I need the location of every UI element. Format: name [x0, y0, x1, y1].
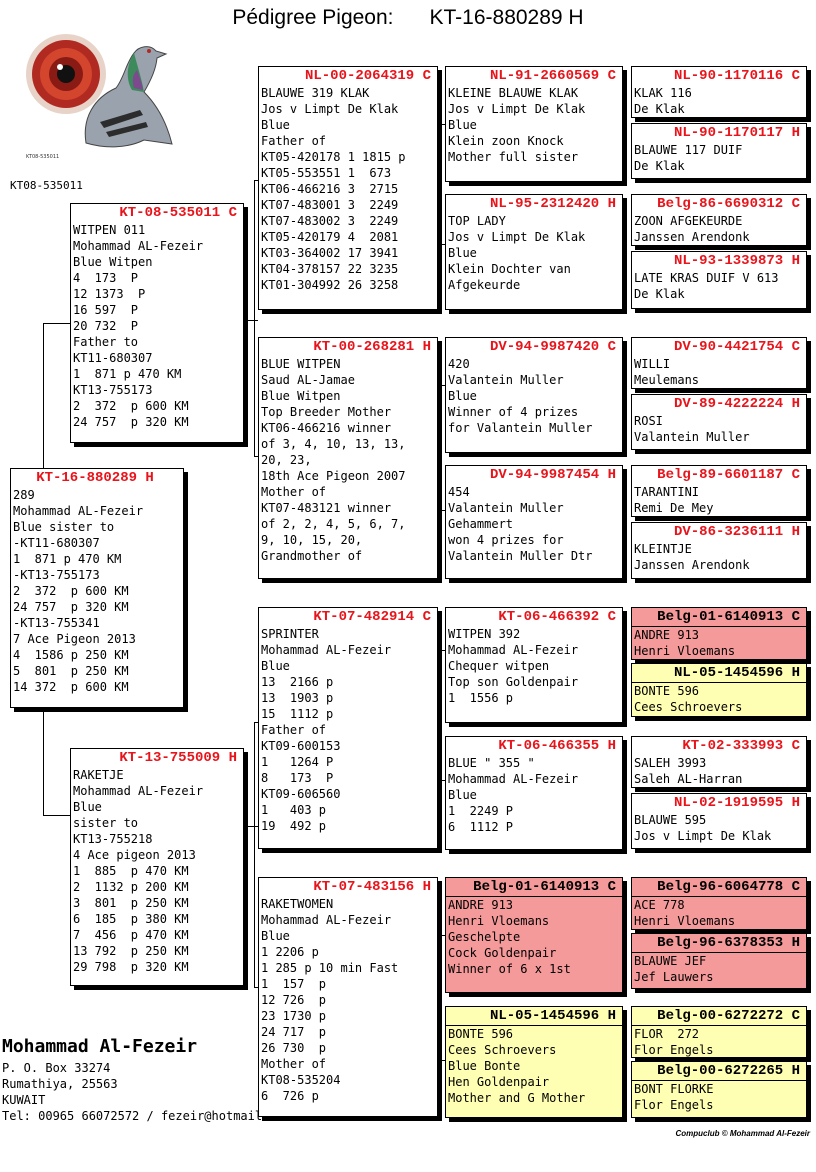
ring-number: KT-07-482914 C: [313, 609, 431, 625]
ring-number: DV-94-9987454 H: [489, 467, 616, 483]
ring-number: NL-93-1339873 H: [673, 253, 800, 269]
pedigree-card-ds-sire[interactable]: [445, 607, 623, 723]
bird-details: BLUE " 355 " Mohammad AL-Fezeir Blue 1 2249 P 6 1112 P: [448, 756, 579, 834]
bird-details: BLAUWE 595 Jos v Limpt De Klak: [634, 813, 772, 843]
bird-details: BONT FLORKE Flor Engels: [634, 1082, 714, 1112]
bird-details: BONTE 596 Cees Schroevers: [634, 684, 743, 714]
bird-details: BLAUWE JEF Jef Lauwers: [634, 954, 714, 984]
ring-number: KT-07-483156 H: [313, 879, 431, 895]
pedigree-card-sire-sire[interactable]: [258, 66, 438, 310]
ring-number: Belg-96-6378353 H: [632, 934, 806, 953]
ring-number: NL-00-2064319 C: [304, 68, 431, 84]
bird-details: LATE KRAS DUIF V 613 De Klak: [634, 271, 779, 301]
pedigree-card-dam-dam[interactable]: [258, 877, 438, 1117]
pedigree-card-g4-1[interactable]: [631, 66, 807, 118]
owner-city: Rumathiya, 25563: [2, 1077, 118, 1091]
bird-details: BLUE WITPEN Saud AL-Jamae Blue Witpen Top Breeder Mother KT06-466216 winner of 3, 4, 10, 13, 13, 20, 23, 18th Ace Pigeon 2007 Mother of KT07-483121 winner of 2, 2, 4, 5, 6, 7, 9, 10, 15, 20, Grandmother of: [261, 357, 406, 563]
ring-number: KT-06-466392 C: [498, 609, 616, 625]
ring-number: KT-13-755009 H: [119, 750, 237, 766]
ring-number: NL-91-2660569 C: [489, 68, 616, 84]
pedigree-card-g4-13[interactable]: [631, 877, 807, 930]
title-ring-number: KT-16-880289 H: [429, 6, 584, 29]
bird-details: KLEINTJE Janssen Arendonk: [634, 542, 750, 572]
ring-number: KT-16-880289 H: [36, 470, 154, 486]
bird-details: ROSI Valantein Muller: [634, 414, 750, 444]
owner-contact: Tel: 00965 66072572 / fezeir@hotmail.: [2, 1109, 270, 1123]
bird-details: TARANTINI Remi De Mey: [634, 485, 714, 515]
pedigree-card-g4-12[interactable]: [631, 793, 807, 849]
copyright-credit: Compuclub © Mohammad Al-Fezeir: [675, 1129, 810, 1138]
pedigree-card-ss-dam[interactable]: [445, 194, 623, 310]
photo-caption: KT08-535011: [10, 179, 83, 192]
owner-po-box: P. O. Box 33274: [2, 1061, 111, 1075]
ring-number: NL-90-1170116 C: [673, 68, 800, 84]
bird-details: 289 Mohammad AL-Fezeir Blue sister to -KT11-680307 1 871 p 470 KM -KT13-755173 2 372 p 600 KM 24 757 p 320 KM -KT13-755341 7 Ace Pigeon 2013 4 1586 p 250 KM 5 801 p 250 KM 14 372 p 600 KM: [13, 488, 144, 694]
bird-details: KLAK 116 De Klak: [634, 86, 692, 116]
pedigree-card-g4-6[interactable]: [631, 394, 807, 450]
pedigree-card-g4-3[interactable]: [631, 194, 807, 246]
pedigree-card-dam-sire[interactable]: [258, 607, 438, 849]
ring-number: DV-86-3236111 H: [673, 524, 800, 540]
pedigree-card-g4-14[interactable]: [631, 933, 807, 989]
ring-number: Belg-00-6272265 H: [632, 1062, 806, 1081]
ring-number: KT-00-268281 H: [313, 339, 431, 355]
ring-number: NL-90-1170117 H: [673, 125, 800, 141]
bird-details: BONTE 596 Cees Schroevers Blue Bonte Hen Goldenpair Mother and G Mother: [448, 1027, 586, 1105]
bird-details: ACE 778 Henri Vloemans: [634, 898, 736, 928]
pedigree-card-g4-5[interactable]: [631, 337, 807, 389]
owner-country: KUWAIT: [2, 1093, 46, 1107]
pedigree-card-ss-sire[interactable]: [445, 66, 623, 182]
pedigree-card-g4-15[interactable]: [631, 1006, 807, 1058]
ring-number: Belg-86-6690312 C: [657, 196, 800, 212]
photo-small-text: KT08-535011: [26, 154, 60, 160]
pedigree-card-sire[interactable]: [70, 203, 244, 443]
pedigree-card-g4-10[interactable]: [631, 663, 807, 717]
bird-details: SPRINTER Mohammad AL-Fezeir Blue 13 2166 p 13 1903 p 15 1112 p Father of KT09-600153 1 1264 P 8 173 P KT09-606560 1 403 p 19 492 p: [261, 627, 392, 833]
eye-icon: [26, 34, 106, 114]
bird-details: TOP LADY Jos v Limpt De Klak Blue Klein Dochter van Afgekeurde: [448, 214, 586, 292]
bird-details: RAKETWOMEN Mohammad AL-Fezeir Blue 1 2206 p 1 285 p 10 min Fast 1 157 p 12 726 p 23 1730 p 24 717 p 26 730 p Mother of KT08-535204 6 726 p: [261, 897, 399, 1103]
bird-details: KLEINE BLAUWE KLAK Jos v Limpt De Klak Blue Klein zoon Knock Mother full sister: [448, 86, 586, 164]
bird-details: 420 Valantein Muller Blue Winner of 4 prizes for Valantein Muller: [448, 357, 593, 435]
ring-number: DV-90-4421754 C: [673, 339, 800, 355]
ring-number: Belg-01-6140913 C: [632, 608, 806, 627]
ring-number: KT-06-466355 H: [498, 738, 616, 754]
bird-details: WITPEN 392 Mohammad AL-Fezeir Chequer witpen Top son Goldenpair 1 1556 p: [448, 627, 579, 705]
bird-details: SALEH 3993 Saleh AL-Harran: [634, 756, 743, 786]
pedigree-card-dd-dam[interactable]: [445, 1006, 623, 1118]
owner-name: Mohammad Al-Fezeir: [2, 1036, 198, 1057]
ring-number: Belg-89-6601187 C: [657, 467, 800, 483]
bird-details: BLAUWE 319 KLAK Jos v Limpt De Klak Blue Father of KT05-420178 1 1815 p KT05-553551 1 673 KT06-466216 3 2715 KT07-483001 3 2249 KT07-483002 3 2249 KT05-420179 4 2081 KT03-364002 17 3941 KT04-378157 22 3235 KT01-304992 26 3258: [261, 86, 406, 292]
bird-details: WILLI Meulemans: [634, 357, 700, 387]
pedigree-card-sd-sire[interactable]: [445, 337, 623, 453]
pedigree-card-dam[interactable]: [70, 748, 244, 986]
pedigree-card-g4-16[interactable]: [631, 1061, 807, 1118]
ring-number: Belg-96-6064778 C: [632, 878, 806, 897]
pedigree-card-g4-4[interactable]: [631, 251, 807, 309]
ring-number: Belg-00-6272272 C: [632, 1007, 806, 1026]
pigeon-photo: [16, 18, 174, 168]
title-label: Pédigree Pigeon:: [232, 6, 394, 29]
pedigree-card-g4-8[interactable]: [631, 522, 807, 579]
ring-number: NL-05-1454596 H: [632, 664, 806, 683]
ring-number: DV-94-9987420 C: [489, 339, 616, 355]
pedigree-card-sd-dam[interactable]: [445, 465, 623, 579]
pedigree-card-g4-2[interactable]: [631, 123, 807, 179]
ring-number: NL-02-1919595 H: [673, 795, 800, 811]
ring-number: NL-95-2312420 H: [489, 196, 616, 212]
bird-details: BLAUWE 117 DUIF De Klak: [634, 143, 743, 173]
pedigree-card-g4-9[interactable]: [631, 607, 807, 660]
ring-number: KT-02-333993 C: [682, 738, 800, 754]
pedigree-card-dd-sire[interactable]: [445, 877, 623, 993]
pedigree-card-sire-dam[interactable]: [258, 337, 438, 579]
bird-details: ANDRE 913 Henri Vloemans: [634, 628, 736, 658]
bird-details: RAKETJE Mohammad AL-Fezeir Blue sister to KT13-755218 4 Ace pigeon 2013 1 885 p 470 KM 2 1132 p 200 KM 3 801 p 250 KM 6 185 p 380 KM 7 456 p 470 KM 13 792 p 250 KM 29 798 p 320 KM: [73, 768, 204, 974]
bird-details: ANDRE 913 Henri Vloemans Geschelpte Cock Goldenpair Winner of 6 x 1st: [448, 898, 571, 976]
bird-details: 454 Valantein Muller Gehammert won 4 prizes for Valantein Muller Dtr: [448, 485, 593, 563]
bird-details: WITPEN 011 Mohammad AL-Fezeir Blue Witpen 4 173 P 12 1373 P 16 597 P 20 732 P Father to KT11-680307 1 871 p 470 KM KT13-755173 2 372 p 600 KM 24 757 p 320 KM: [73, 223, 204, 429]
bird-details: FLOR 272 Flor Engels: [634, 1027, 714, 1057]
pedigree-card-subject[interactable]: [10, 468, 184, 708]
ring-number: DV-89-4222224 H: [673, 396, 800, 412]
ring-number: Belg-01-6140913 C: [446, 878, 622, 897]
pedigree-card-g4-7[interactable]: [631, 465, 807, 517]
pedigree-card-ds-dam[interactable]: [445, 736, 623, 850]
ring-number: NL-05-1454596 H: [446, 1007, 622, 1026]
bird-details: ZOON AFGEKEURDE Janssen Arendonk: [634, 214, 750, 244]
pedigree-card-g4-11[interactable]: [631, 736, 807, 788]
ring-number: KT-08-535011 C: [119, 205, 237, 221]
